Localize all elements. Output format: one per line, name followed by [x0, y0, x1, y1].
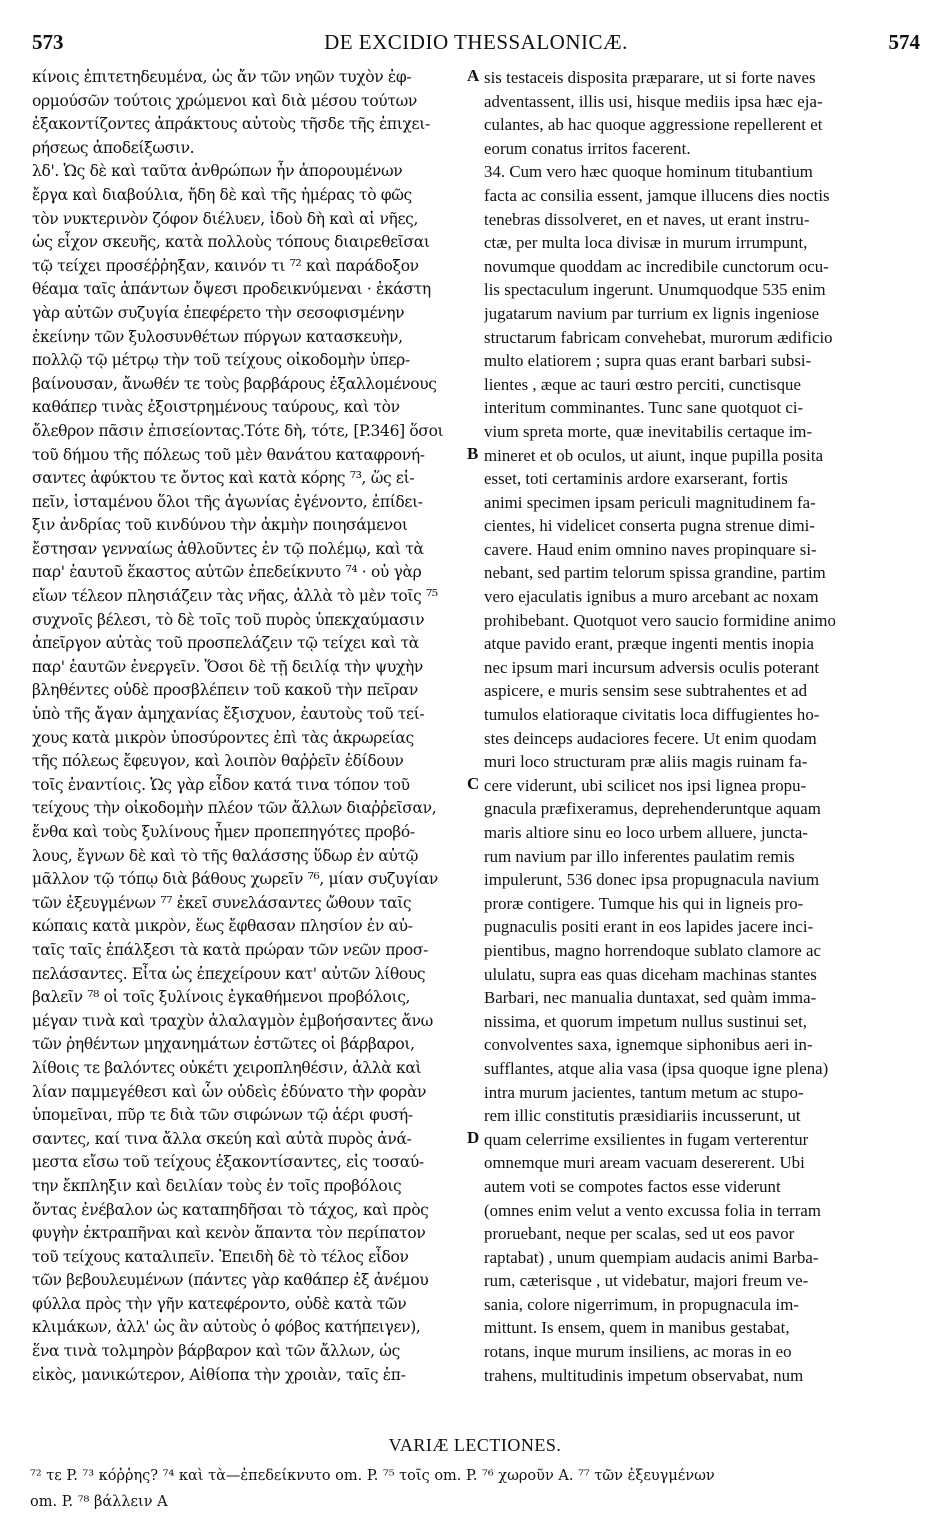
- greek-text-line: ἐξακοντίζοντες ἀπράκτους αὐτοὺς τῆσδε τῆς ἐπιχει-: [32, 115, 430, 134]
- latin-text-line: proræ contigere. Tumque his qui in ligneis pro-: [484, 893, 804, 913]
- greek-text-line: ξιν ἀνδρίας τοῦ κινδύνου τὴν ἀκμὴν ποιησάμενοι: [32, 516, 408, 535]
- latin-text-line: Barbari, nec manualia duntaxat, sed quàm imma-: [484, 988, 817, 1008]
- latin-text-line: tumulos elatioraque civitatis loca diffugientes ho-: [484, 705, 820, 725]
- latin-text-line: adventassent, illis usi, hisque mediis ipsa hæc eja-: [484, 91, 823, 111]
- latin-text-line: (omnes enim velut a vento excussa folia in terram: [484, 1200, 822, 1220]
- latin-text-line: lis spectaculum ingerunt. Unumquodque 535 enim: [484, 280, 826, 300]
- latin-text-line: pientibus, magno horrendoque sublato clamore ac: [484, 940, 821, 960]
- latin-text-line: autem voti se compotes factos esse viderunt: [484, 1176, 781, 1196]
- latin-text-line: structarum fabricam convehebat, murorum ædificio: [484, 327, 833, 347]
- greek-text-line: χους κατὰ μικρὸν ὑποσύροντες ἐπὶ τὰς ἀκρωρείας: [32, 728, 414, 747]
- greek-text-line: παρ' ἑαυτοῦ ἕκαστος αὐτῶν ἐπεδείκνυτο ⁷⁴ · οὐ γὰρ: [32, 563, 422, 582]
- greek-text-line: τῆς πόλεως ἔφευγον, καὶ λοιπὸν θαῤῥεῖν ἐδίδουν: [32, 752, 404, 771]
- latin-text-line: proruebant, neque per scalas, sed ut eos pavor: [484, 1224, 795, 1244]
- latin-text-line: sufflantes, atque alia vasa (ipsa quoque igne plena): [484, 1058, 829, 1078]
- greek-text-line: ταῖς ταῖς ἐπάλξεσι τὰ κατὰ πρώραν τῶν νεῶν προσ-: [32, 940, 429, 959]
- latin-text-line: culantes, ab hac quoque aggressione repellerent et: [484, 115, 823, 135]
- greek-text-line: θέαμα ταῖς ἁπάντων ὄψεσι προδεικνύμεναι · ἑκάστη: [32, 280, 431, 299]
- greek-text-line: φύλλα πρὸς τὴν γῆν κατεφέροντο, οὐδὲ κατὰ τῶν: [32, 1294, 407, 1313]
- latin-text-line: nebant, sed partim telorum spissa grandine, partim: [484, 563, 826, 583]
- latin-text-line: mineret et ob oculos, ut aiunt, inque pupilla posita: [484, 445, 824, 465]
- latin-text-line: rum navium par illo inferentes paulatim remis: [484, 846, 795, 866]
- note-line: om. P. ⁷⁸ βάλλειν A: [30, 1494, 168, 1510]
- latin-text-line: quam celerrime exsilientes in fugam verterentur: [484, 1129, 809, 1149]
- margin-letter: B: [467, 443, 479, 463]
- latin-text-line: cientes, hi videlicet conserta pugna strenue dimi-: [484, 516, 816, 536]
- latin-text-line: rum, cæterisque , ut videbatur, majori freum ve-: [484, 1271, 809, 1291]
- latin-text-line: muri loco structuram præ aliis magis ruinam fa-: [484, 752, 808, 772]
- greek-text-line: κίνοις ἐπιτετηδευμένα, ὡς ἄν τῶν νηῶν τυχὸν ἐφ-: [32, 68, 412, 86]
- latin-text-line: cavere. Haud enim omnino naves propinquare si-: [484, 539, 817, 559]
- latin-text-line: impulerunt, 536 donec ipsa propugnacula navium: [484, 870, 820, 890]
- latin-text-line: trahens, multitudinis impetum observabat, num: [484, 1365, 804, 1385]
- greek-text-line: καθάπερ τινὰς ἐξοιστρημένους ταύρους, καὶ τὸν: [32, 398, 400, 417]
- variae-lectiones-title: VARIÆ LECTIONES.: [388, 1435, 562, 1455]
- latin-text-line: facta ac consilia essent, jamque illucens dies noctis: [484, 185, 830, 205]
- greek-text-line: τῶν ῥηθέντων μηχανημάτων ἑστῶτες οἱ βάρβαροι,: [32, 1035, 415, 1054]
- greek-text-line: βληθέντες οὐδὲ προσβλέπειν τοῦ κακοῦ τὴν πεῖραν: [32, 681, 418, 700]
- latin-text-line: raptabat) , unum quempiam audacis animi Barba-: [484, 1247, 819, 1267]
- latin-text-line: vium spreta morte, quæ inevitabilis certaque im-: [484, 421, 813, 441]
- greek-text-line: μέγαν τινὰ καὶ τραχὺν ἀλαλαγμὸν ἐμβοήσαντες ἄνω: [32, 1011, 433, 1030]
- greek-text-line: ὄντας ἐνέβαλον ὡς καταπηδῆσαι τὸ τάχος, καὶ πρὸς: [32, 1200, 429, 1219]
- latin-text-line: animi specimen ipsam periculi magnitudinem fa-: [484, 492, 816, 512]
- greek-text-line: ἔργα καὶ διαβούλια, ἤδη δὲ καὶ τῆς ἡμέρας τὸ φῶς: [32, 185, 412, 204]
- latin-text-line: novumque quoddam ac incredibile cunctorum ocu-: [484, 256, 829, 276]
- greek-text-line: λίθοις τε βαλόντες οὐκέτι χειροπληθέσιν, ἀλλὰ καὶ: [32, 1058, 422, 1077]
- greek-column: [32, 66, 462, 1387]
- latin-text-line: convolventes saxa, ignemque siphonibus aeri in-: [484, 1035, 813, 1055]
- latin-text-line: nec ipsum mari incursum adversis oculis poterant: [484, 657, 820, 677]
- latin-text-line: ululatu, supra eas quas diceham machinas stantes: [484, 964, 817, 984]
- greek-text-line: λίαν παμμεγέθεσι καὶ ὧν οὐδεὶς ἐδύνατο τὴν φορὰν: [32, 1082, 427, 1101]
- page-number-right: 574: [888, 30, 920, 54]
- greek-text-line: σαντες, καί τινα ἄλλα σκεύη καὶ αὐτὰ πυρὸς ἀνά-: [32, 1129, 412, 1148]
- greek-text-line: γὰρ αὐτῶν συζυγία ἐπεφέρετο τὴν σεσοφισμένην: [32, 303, 405, 322]
- latin-text-line: jugatarum navium par turrium ex lignis ingeniose: [484, 303, 820, 323]
- greek-text-line: ἀπεῖργον αὐτὰς τοῦ προσπελάζειν τῷ τείχει καὶ τὰ: [32, 634, 419, 653]
- margin-letter: C: [467, 774, 480, 793]
- greek-text-line: ρήσεως ἀποδείξωσιν.: [32, 138, 195, 157]
- greek-text-line: ἔνθα καὶ τοὺς ξυλίνους ἦμεν προπεπηγότες προβό-: [32, 823, 415, 841]
- greek-text-line: ἐκείνην τῶν ξυλοσυνθέτων πύργων κατασκευὴν,: [32, 327, 403, 346]
- greek-text-line: τῶν ἐξευγμένων ⁷⁷ ἐκεῖ συνελάσαντες ὤθουν ταῖς: [32, 893, 412, 912]
- latin-text-line: vero ejaculatis ignibus a muro arcebant ac noxam: [484, 587, 819, 607]
- greek-text-line: ὡς εἶχον σκευῆς, κατὰ πολλοὺς τόπους διαιρεθεῖσαι: [32, 233, 430, 252]
- greek-text-line: τείχους τὴν οἰκοδομὴν πλέον τῶν ἄλλων διαῤῥεῖσαν,: [32, 799, 437, 818]
- latin-text-line: omnemque muri aream vacuam desererent. Ubi: [484, 1153, 805, 1173]
- greek-text-line: τῷ τείχει προσέῤῥηξαν, καινόν τι ⁷² καὶ παράδοξον: [32, 256, 419, 275]
- latin-text-line: atque pavido erant, præque ingenti mentis inopia: [484, 634, 815, 654]
- latin-text-line: rotans, inque murum insiliens, ac moras in eo: [484, 1342, 792, 1362]
- latin-text-line: prohibebant. Quotquot vero saucio formidine animo: [484, 610, 836, 630]
- greek-text-line: κώπαις κατὰ μικρὸν, ἕως ἔφθασαν πλησίον ἐν αὐ-: [32, 917, 413, 936]
- greek-text-line: πεῖν, ἱσταμένου ὅλοι τῆς ἀγωνίας ἐγένοντο, ἐπίδει-: [32, 492, 423, 511]
- latin-text-line: 34. Cum vero hæc quoque hominum titubantium: [484, 162, 813, 182]
- greek-text-line: ορμούσῶν τούτοις χρώμενοι καὶ διὰ μέσου τούτων: [32, 91, 417, 110]
- greek-text-line: τῶν βεβουλευμένων (πάντες γὰρ καθάπερ ἐξ ἀνέμου: [32, 1271, 429, 1290]
- greek-text-line: εἴων τέλεον πλησιάζειν τὰς νῆας, ἀλλὰ τὸ μὲν τοῖς ⁷⁵: [32, 587, 438, 606]
- latin-text-line: esset, toti certaminis ardore exarserant, fortis: [484, 469, 788, 489]
- latin-text-line: tenebras dissolveret, en et naves, ut erant instru-: [484, 209, 810, 229]
- greek-text-line: λους, ἔγνων δὲ καὶ τὸ τῆς θαλάσσης ὕδωρ ἐν αὐτῷ: [32, 846, 419, 865]
- running-title: DE EXCIDIO THESSALONICÆ.: [324, 30, 628, 54]
- greek-text-line: κλιμάκων, ἀλλ' ὡς ἂν αὐτοὺς ὁ φόβος κατήπειγεν),: [32, 1318, 421, 1337]
- greek-text-line: βαλεῖν ⁷⁸ οἱ τοῖς ξυλίνοις ἐγκαθήμενοι προβόλοις,: [32, 988, 411, 1007]
- latin-text-line: pugnaculis positi erant in eos lapides jacere inci-: [484, 917, 814, 937]
- latin-text-line: interitum comminantes. Tunc sane quotquot ci-: [484, 398, 804, 418]
- margin-letter: A: [467, 66, 480, 85]
- latin-text-line: sania, colore nigerrimum, in propugnacula im-: [484, 1294, 799, 1314]
- latin-text-line: aspicere, e muris sensim sese subtrahentes et ad: [484, 681, 808, 701]
- greek-text-line: σαντες ἀφύκτου τε ὄντος καὶ κατὰ κόρης ⁷³, ὥς εἰ-: [32, 469, 415, 488]
- greek-text-line: την ἔκπληξιν καὶ δειλίαν τοὺς ἐν τοῖς προβόλοις: [32, 1176, 402, 1195]
- greek-text-line: βαίνουσαν, ἄνωθέν τε τοὺς βαρβάρους ἐξαλλομένους: [32, 374, 437, 393]
- greek-text-line: ἔστησαν γενναίως ἀθλοῦντες ἐν τῷ πολέμῳ, καὶ τὰ: [32, 539, 424, 558]
- greek-text-line: μεστα εἴσω τοῦ τείχους ἐξακοντίσαντες, εἰς τοσαύ-: [32, 1153, 424, 1172]
- latin-text-line: intra murum jacientes, tantum metum ac stupo-: [484, 1082, 804, 1102]
- latin-text-line: gnacula præfixeramus, deprehenderuntque aquam: [484, 799, 821, 819]
- greek-text-line: τὸν νυκτερινὸν ζόφον διέλυεν, ἰδοὺ δὴ καὶ αἱ νῆες,: [32, 209, 419, 228]
- latin-text-line: rem illic constitutis præsidiariis incusserunt, ut: [484, 1106, 801, 1126]
- greek-text-line: τοῦ δήμου τῆς πόλεως τοῦ μὲν θανάτου καταφρονή-: [32, 445, 425, 464]
- greek-text-line: τοῖς ἐναντίοις. Ὡς γὰρ εἶδον κατά τινα τόπον τοῦ: [32, 775, 410, 794]
- greek-text-line: ὑπομεῖναι, πῦρ τε διὰ τῶν σιφώνων τῷ ἀέρι φυσή-: [32, 1106, 413, 1125]
- note-line: ⁷² τε P. ⁷³ κόῤῥης? ⁷⁴ καὶ τὰ—ἐπεδείκνυτο om. P. ⁷⁵ τοῖς om. P. ⁷⁶ χωροῦν A. ⁷⁷ τῶν ἐξευγμένων: [30, 1468, 715, 1484]
- greek-text-line: πελάσαντες. Εἶτα ὡς ἐπεχείρουν κατ' αὐτῶν λίθους: [32, 964, 426, 983]
- greek-text-line: φυγὴν ἐκτραπῆναι καὶ κενὸν ἅπαντα τὸν περίπατον: [32, 1224, 426, 1243]
- greek-text-line: λδ'. Ὡς δὲ καὶ ταῦτα ἀνθρώπων ἦν ἀπορουμένων: [32, 162, 403, 181]
- latin-text-line: ctæ, per multa loca divisæ in murum irrumpunt,: [484, 233, 808, 253]
- greek-text-line: ὑπὸ τῆς ἄγαν ἀμηχανίας ἔξισχυον, ἑαυτοὺς τοῦ τεί-: [32, 705, 425, 724]
- latin-text-line: stes deinceps audaciores fecere. Ut enim quodam: [484, 728, 817, 748]
- greek-text-line: συχνοῖς βέλεσι, τὸ δὲ τοῖς τοῦ πυρὸς ὑπεκχαύμασιν: [32, 610, 425, 629]
- latin-text-line: mittunt. Is ensem, quem in manibus gestabat,: [484, 1318, 790, 1338]
- latin-text-line: cere viderunt, ubi scilicet nos ipsi lignea propu-: [484, 775, 807, 795]
- greek-text-line: εἰκὸς, μανικώτερον, Αἰθίοπα τὴν χροιὰν, ταῖς ἐπ-: [32, 1365, 406, 1384]
- latin-text-line: lientes , æque ac tauri œstro perciti, cunctisque: [484, 374, 801, 394]
- greek-text-line: πολλῷ τῷ μέτρῳ τὴν τοῦ τείχους οἰκοδομὴν ὑπερ-: [32, 351, 410, 370]
- latin-text-line: sis testaceis disposita præparare, ut si forte naves: [484, 68, 816, 87]
- variae-lectiones-notes: [30, 1463, 930, 1515]
- greek-text-line: παρ' ἑαυτῶν ἐνεργεῖν. Ὅσοι δὲ τῇ δειλίᾳ τὴν ψυχὴν: [32, 657, 423, 676]
- latin-text-line: nissima, et quorum impetum nullus sustinui set,: [484, 1011, 808, 1031]
- greek-text-line: μᾶλλον τῷ τόπῳ διὰ βάθους χωρεῖν ⁷⁶, μίαν συζυγίαν: [32, 870, 439, 889]
- page-header: [32, 30, 920, 62]
- greek-text-line: ἕνα τινὰ τολμηρὸν βάρβαρον καὶ τῶν ἄλλων, ὡς: [32, 1342, 400, 1361]
- greek-text-line: τοῦ τείχους καταλιπεῖν. Ἐπειδὴ δὲ τὸ τέλος εἶδον: [32, 1247, 409, 1266]
- latin-column: [484, 66, 920, 1387]
- greek-text-line: ὄλεθρον πᾶσιν ἐπισείοντας.Τότε δὴ, τότε, [P.346] ὅσοι: [32, 421, 444, 440]
- latin-text-line: maris altiore sinu eo loco urbem alluere, juncta-: [484, 823, 808, 842]
- page-number-left: 573: [32, 30, 64, 54]
- latin-text-line: multo elatiorem ; supra quas erant barbari subsi-: [484, 351, 812, 371]
- margin-letter: D: [467, 1128, 480, 1147]
- latin-text-line: eorum conatus irritos facerent.: [484, 138, 691, 158]
